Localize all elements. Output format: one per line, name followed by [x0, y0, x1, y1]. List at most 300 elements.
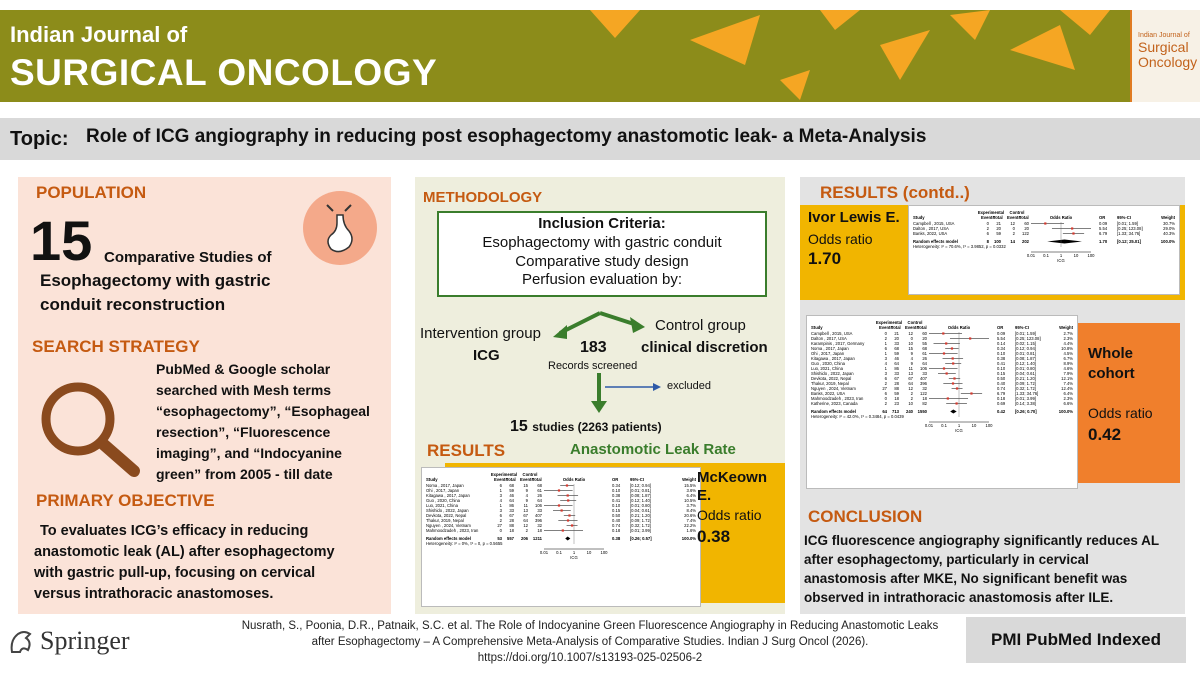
objective-line: To evaluates ICG’s efficacy in reducing: [40, 523, 309, 539]
forest-exp-events: 6: [884, 376, 887, 381]
mke-or-value: 0.38: [697, 527, 731, 546]
forest-weight-value: 8.9%: [1063, 361, 1073, 366]
forest-ctl-total: 18: [537, 528, 542, 533]
forest-ctl-events: 11: [908, 366, 913, 371]
forest-study-name: Devkota, 2022, Nepal: [811, 376, 852, 381]
forest-exp-total: 67: [509, 513, 514, 518]
forest-exp-total: 33: [509, 508, 514, 513]
forest-exp-total: 21: [996, 221, 1001, 226]
forest-total-ctl-total: 202: [1022, 239, 1029, 244]
forest-or-value: 0.41: [997, 361, 1006, 366]
search-line: “esophagectomy”, “Esophageal: [156, 403, 370, 419]
forest-weight-value: 2.7%: [1063, 331, 1073, 336]
objective-line: versus intrathoracic anastomoses.: [34, 586, 274, 602]
forest-ctl-events: 11: [523, 503, 528, 508]
forest-header-total: Total: [532, 477, 542, 482]
forest-axis-tick: 100: [985, 423, 993, 428]
forest-exp-events: 0: [986, 221, 989, 226]
forest-heterogeneity: Heterogeneity: I² = 42.0%, τ² = 0.3484, p = 0.0439: [811, 414, 904, 419]
forest-exp-events: 3: [884, 371, 887, 376]
forest-study-name: Mahmoodzadeh , 2023, Iran: [811, 396, 864, 401]
population-line3: conduit reconstruction: [40, 295, 226, 314]
forest-or-value: 6.79: [1099, 231, 1108, 236]
forest-ctl-events: 67: [908, 376, 913, 381]
forest-point-estimate: [567, 494, 569, 496]
forest-or-value: 0.41: [612, 498, 621, 503]
forest-ctl-total: 122: [1022, 231, 1029, 236]
forest-total-exp-total: 557: [507, 536, 514, 541]
forest-exp-total: 46: [509, 493, 514, 498]
forest-exp-total: 20: [996, 226, 1001, 231]
forest-point-estimate: [1071, 227, 1073, 229]
studies-label: studies (2263 patients): [532, 420, 662, 434]
forest-plot-mke-svg: [422, 468, 702, 608]
whole-or-value: 0.42: [1088, 425, 1122, 444]
forest-ctl-events: 9: [525, 488, 528, 493]
results2-heading: RESULTS (contd..): [820, 183, 970, 202]
forest-header-study: Study: [913, 215, 925, 220]
forest-point-estimate: [945, 342, 947, 344]
forest-ci-value: [0.12; 0.94]: [630, 483, 651, 488]
forest-or-value: 0.09: [997, 331, 1006, 336]
forest-total-exp-total: 100: [994, 239, 1001, 244]
forest-total-exp-total: 713: [892, 409, 899, 414]
forest-ctl-events: 0: [1012, 226, 1015, 231]
forest-weight-value: 7.4%: [1063, 381, 1073, 386]
forest-or-value: 0.18: [997, 396, 1006, 401]
forest-header-ci: 95%-CI: [1117, 215, 1131, 220]
forest-point-estimate: [561, 509, 563, 511]
citation-line1: Nusrath, S., Poonia, D.R., Patnaik, S.C. et al. The Role of Indocyanine Green Fluorescence Angiography in Reducing Anastomotic Leaks: [241, 620, 939, 632]
forest-ctl-events: 12: [908, 331, 913, 336]
forest-plot-whole-svg: [807, 316, 1079, 490]
inclusion-criteria-box: [437, 211, 767, 297]
forest-header-ci: 95%-CI: [1015, 325, 1029, 330]
stomach-icon: [303, 191, 377, 265]
forest-ctl-total: 61: [537, 488, 542, 493]
forest-point-estimate: [1044, 222, 1046, 224]
forest-ctl-total: 396: [535, 518, 542, 523]
forest-point-estimate: [943, 367, 945, 369]
conclusion-line: observed in intrathoracic anastomosis after ILE.: [804, 590, 1114, 605]
forest-weight-value: 3.7%: [686, 503, 696, 508]
forest-plot-mke: [421, 467, 701, 607]
forest-ci-value: [0.08; 1.87]: [630, 493, 651, 498]
forest-ctl-total: 55: [922, 341, 927, 346]
forest-ctl-events: 15: [908, 346, 913, 351]
forest-header-events: Events: [879, 325, 893, 330]
forest-weight-value: 12.4%: [1061, 386, 1073, 391]
forest-header-ctl: Control: [907, 320, 923, 325]
forest-ctl-total: 32: [922, 386, 927, 391]
forest-exp-events: 1: [884, 341, 887, 346]
forest-weight-value: 15.5%: [684, 483, 696, 488]
forest-exp-total: 18: [509, 528, 514, 533]
forest-point-estimate: [970, 392, 972, 394]
forest-header-weight: Weight: [1161, 215, 1175, 220]
forest-pooled-diamond: [950, 410, 956, 414]
forest-study-name: Shishido , 2022, Japan: [426, 508, 469, 513]
forest-or-value: 0.09: [1099, 221, 1108, 226]
forest-exp-total: 20: [894, 336, 899, 341]
forest-axis-tick: 10: [1073, 253, 1079, 258]
forest-total-ci: [0.26; 0.57]: [630, 536, 652, 541]
forest-point-estimate: [952, 362, 954, 364]
forest-exp-total: 59: [894, 351, 899, 356]
forest-study-name: Dalton , 2017, USA: [913, 226, 949, 231]
forest-total-or: 0.42: [997, 409, 1006, 414]
forest-ctl-events: 64: [523, 518, 528, 523]
forest-ctl-total: 106: [920, 366, 927, 371]
forest-exp-total: 33: [894, 371, 899, 376]
forest-exp-events: 3: [499, 508, 502, 513]
forest-header-oddsratio: Odds Ratio: [947, 325, 971, 330]
control-value: clinical discretion: [641, 339, 768, 356]
forest-exp-events: 3: [499, 493, 502, 498]
forest-exp-total: 64: [894, 361, 899, 366]
forest-exp-total: 46: [894, 356, 899, 361]
forest-or-value: 0.50: [997, 376, 1006, 381]
forest-or-value: 5.54: [997, 336, 1006, 341]
inclusion-line: Esophagectomy with gastric conduit: [482, 233, 722, 251]
forest-ctl-total: 68: [537, 483, 542, 488]
forest-weight-value: 6.7%: [1063, 356, 1073, 361]
forest-exp-total: 28: [509, 518, 514, 523]
forest-total-ci: [0.12; 25.01]: [1117, 239, 1141, 244]
forest-or-value: 0.50: [612, 513, 621, 518]
forest-study-name: Guo , 2020, China: [426, 498, 460, 503]
springer-logo-text: Springer: [40, 626, 130, 655]
whole-title-line1: Whole: [1088, 345, 1133, 362]
forest-ctl-events: 10: [908, 341, 913, 346]
forest-header-weight: Weight: [682, 477, 696, 482]
forest-header-exp: Experimental: [977, 210, 1005, 215]
forest-study-name: Guo , 2020, China: [811, 361, 845, 366]
forest-ctl-total: 106: [535, 503, 542, 508]
forest-weight-value: 12.1%: [1061, 376, 1073, 381]
forest-or-value: 0.10: [997, 351, 1006, 356]
journal-cover-image: [1130, 10, 1200, 102]
forest-ci-value: [0.04; 0.61]: [630, 508, 651, 513]
forest-ctl-total: 64: [537, 498, 542, 503]
forest-axis-tick: 0.1: [941, 423, 947, 428]
forest-exp-events: 2: [884, 381, 887, 386]
forest-ci-value: [0.12; 1.40]: [1015, 361, 1036, 366]
forest-total-ctl-events: 14: [1010, 239, 1015, 244]
objective-heading: PRIMARY OBJECTIVE: [36, 491, 215, 510]
forest-total-exp-events: 53: [497, 536, 502, 541]
forest-header-total: Total: [917, 325, 927, 330]
objective-line: with gastric pull-up, focusing on cervical: [34, 565, 316, 581]
forest-study-name: Ohi , 2017, Japan: [811, 351, 845, 356]
forest-pooled-diamond: [1047, 240, 1082, 244]
mke-title: McKeown E.: [697, 469, 768, 504]
forest-total-ctl-events: 206: [521, 536, 528, 541]
forest-heterogeneity: Heterogeneity: I² = 0%, τ² = 0, p = 0.5655: [426, 541, 503, 546]
forest-ctl-total: 122: [920, 391, 927, 396]
forest-point-estimate: [952, 357, 954, 359]
forest-ctl-events: 2: [1012, 231, 1015, 236]
cover-small-title: Indian Journal of: [1138, 32, 1190, 39]
forest-point-estimate: [942, 332, 944, 334]
population-heading: POPULATION: [36, 183, 147, 202]
forest-weight-value: 8.4%: [686, 508, 696, 513]
forest-point-estimate: [558, 504, 560, 506]
forest-ci-value: [0.04; 0.61]: [1015, 371, 1036, 376]
forest-exp-events: 0: [499, 528, 502, 533]
forest-or-value: 0.15: [612, 508, 621, 513]
forest-ci-value: [0.01; 1.59]: [1117, 221, 1138, 226]
forest-header-ctl: Control: [1009, 210, 1025, 215]
forest-study-name: Katherine, 2023, Canada: [811, 401, 858, 406]
records-count: 183: [580, 339, 607, 356]
forest-axis-tick: 0.01: [1026, 253, 1036, 258]
forest-study-name: Kitagawa , 2017, Japan: [811, 356, 855, 361]
forest-ctl-total: 396: [920, 381, 927, 386]
forest-exp-events: 1: [884, 351, 887, 356]
forest-point-estimate: [568, 514, 570, 516]
forest-exp-events: 6: [884, 346, 887, 351]
forest-ctl-total: 18: [922, 396, 927, 401]
forest-exp-total: 59: [894, 391, 899, 396]
forest-total-ctl-total: 1550: [917, 409, 927, 414]
forest-ctl-total: 60: [1024, 221, 1029, 226]
forest-ctl-events: 9: [910, 361, 913, 366]
forest-exp-events: 4: [884, 361, 887, 366]
forest-weight-value: 3.6%: [686, 488, 696, 493]
forest-ctl-total: 26: [537, 493, 542, 498]
inclusion-line: Perfusion evaluation by:: [521, 271, 683, 289]
forest-ctl-events: 0: [910, 336, 913, 341]
forest-ctl-total: 33: [922, 371, 927, 376]
forest-exp-total: 21: [894, 331, 899, 336]
forest-header-exp: Experimental: [490, 472, 518, 477]
forest-axis-tick: 0.01: [539, 550, 549, 555]
forest-or-value: 0.34: [612, 483, 621, 488]
forest-point-estimate: [947, 397, 949, 399]
forest-point-estimate: [955, 402, 957, 404]
forest-exp-total: 18: [894, 396, 899, 401]
forest-total-exp-events: 8: [986, 239, 989, 244]
forest-header-or: OR: [1099, 215, 1106, 220]
conclusion-line: after esophagectomy, particularly in cervical: [804, 552, 1089, 567]
forest-axis-tick: 100: [600, 550, 608, 555]
forest-exp-events: 1: [499, 488, 502, 493]
forest-total-ctl-total: 1211: [532, 536, 542, 541]
forest-ci-value: [0.02; 1.15]: [1015, 341, 1036, 346]
forest-or-value: 0.18: [612, 528, 621, 533]
forest-header-weight: Weight: [1059, 325, 1073, 330]
intervention-value: ICG: [473, 347, 500, 364]
forest-model-label: Random effects model: [811, 409, 856, 414]
search-line: PubMed & Google scholar: [156, 361, 331, 377]
results-contd-panel: [800, 177, 1185, 614]
forest-study-name: Karampinis , 2017, Germany: [811, 341, 865, 346]
forest-or-value: 0.69: [997, 401, 1006, 406]
forest-ci-value: [0.01; 0.81]: [1015, 351, 1036, 356]
forest-or-value: 0.34: [997, 346, 1006, 351]
forest-ci-value: [0.09; 1.72]: [630, 518, 651, 523]
forest-ctl-total: 407: [535, 513, 542, 518]
search-line: green” from 2005 - till date: [156, 466, 333, 482]
forest-study-name: Luo, 2021, China: [426, 503, 458, 508]
forest-axis-tick: 10: [586, 550, 592, 555]
forest-ctl-events: 13: [523, 508, 528, 513]
forest-point-estimate: [1072, 232, 1074, 234]
forest-ctl-total: 20: [1024, 226, 1029, 231]
forest-header-ci: 95%-CI: [630, 477, 644, 482]
citation-line2: after Esophagectomy – A Comprehensive Meta-Analysis of Comparative Studies. Indian J Surg Oncol (2026).: [311, 636, 869, 648]
forest-ctl-events: 4: [525, 493, 528, 498]
forest-or-value: 0.74: [612, 523, 621, 528]
forest-study-name: Kitagawa , 2017, Japan: [426, 493, 470, 498]
forest-plot-ile: [908, 205, 1180, 295]
forest-ctl-events: 13: [908, 371, 913, 376]
forest-weight-value: 40.3%: [1163, 231, 1175, 236]
results-subheading: Anastomotic Leak Rate: [570, 441, 736, 458]
forest-point-estimate: [951, 347, 953, 349]
springer-horse-icon: [6, 626, 36, 656]
forest-ctl-total: 26: [922, 356, 927, 361]
conclusion-line: ICG fluorescence angiography significantly reduces AL: [804, 533, 1160, 548]
forest-ci-value: [0.01; 3.99]: [1015, 396, 1036, 401]
forest-exp-total: 88: [894, 386, 899, 391]
forest-or-value: 0.40: [612, 518, 621, 523]
forest-exp-events: 6: [986, 231, 989, 236]
forest-plot-whole: [806, 315, 1078, 489]
conclusion-heading: CONCLUSION: [808, 507, 923, 526]
forest-weight-value: 20.6%: [684, 513, 696, 518]
forest-ci-value: [0.01; 0.81]: [630, 488, 651, 493]
forest-ctl-events: 12: [523, 523, 528, 528]
forest-study-name: Noma , 2017, Japan: [426, 483, 464, 488]
forest-or-value: 0.74: [997, 386, 1006, 391]
forest-exp-events: 0: [884, 331, 887, 336]
forest-total-exp-events: 64: [882, 409, 887, 414]
journal-title-line1: Indian Journal of: [10, 22, 188, 47]
search-heading: SEARCH STRATEGY: [32, 337, 200, 356]
forest-header-or: OR: [612, 477, 619, 482]
forest-ctl-events: 67: [523, 513, 528, 518]
forest-ctl-events: 10: [908, 401, 913, 406]
forest-header-study: Study: [811, 325, 823, 330]
forest-point-estimate: [566, 484, 568, 486]
objective-line: anastomotic leak (AL) after esophagectomy: [34, 544, 335, 560]
mke-or-label: Odds ratio: [697, 507, 762, 523]
forest-or-value: 0.38: [997, 356, 1006, 361]
forest-study-name: Devkota, 2022, Nepal: [426, 513, 467, 518]
forest-exp-events: 0: [884, 396, 887, 401]
forest-point-estimate: [956, 387, 958, 389]
forest-header-exp: Experimental: [875, 320, 903, 325]
forest-or-value: 5.54: [1099, 226, 1108, 231]
pmi-badge: PMI PubMed Indexed: [966, 617, 1186, 663]
forest-ci-value: [0.01; 0.80]: [1015, 366, 1036, 371]
forest-ctl-events: 64: [908, 381, 913, 386]
forest-weight-value: 4.4%: [1063, 341, 1073, 346]
intervention-label: Intervention group: [420, 325, 541, 342]
forest-exp-events: 3: [884, 356, 887, 361]
forest-ci-value: [0.32; 1.72]: [1015, 386, 1036, 391]
forest-ctl-total: 64: [922, 361, 927, 366]
methodology-panel: [415, 177, 785, 614]
objective-text: [34, 521, 335, 605]
forest-header-ctl: Control: [522, 472, 538, 477]
forest-axis-label: ICG: [570, 555, 578, 560]
forest-exp-events: 6: [499, 513, 502, 518]
search-line: resection”, “Fluorescence: [156, 424, 331, 440]
forest-point-estimate: [558, 489, 560, 491]
forest-exp-total: 33: [894, 341, 899, 346]
forest-total-ctl-events: 240: [906, 409, 913, 414]
forest-total-weight: 100.0%: [681, 536, 696, 541]
topic-bar: [0, 118, 1200, 160]
forest-axis-tick: 1: [957, 423, 961, 428]
forest-exp-total: 67: [894, 376, 899, 381]
forest-header-oddsratio: Odds Ratio: [1049, 215, 1073, 220]
citation-doi[interactable]: https://doi.org/10.1007/s13193-025-02506-2: [477, 652, 703, 664]
forest-ctl-events: 2: [525, 528, 528, 533]
forest-ctl-total: 82: [922, 401, 927, 406]
forest-ci-value: [1.33; 34.76]: [1015, 391, 1039, 396]
forest-or-value: 0.10: [612, 503, 621, 508]
forest-exp-events: 2: [986, 226, 989, 231]
forest-heterogeneity: Heterogeneity: I² = 70.6%, τ² = 3.9852, p = 0.0332: [913, 244, 1006, 249]
forest-exp-events: 27: [882, 386, 887, 391]
forest-exp-total: 28: [894, 381, 899, 386]
forest-weight-value: 4.5%: [1063, 351, 1073, 356]
forest-ctl-events: 4: [910, 356, 913, 361]
forest-exp-events: 6: [884, 391, 887, 396]
forest-axis-label: ICG: [955, 428, 963, 433]
forest-weight-value: 1.6%: [686, 528, 696, 533]
forest-study-name: Thakur, 2019, Nepal: [426, 518, 464, 523]
forest-or-value: 6.79: [997, 391, 1006, 396]
cover-title: Surgical Oncology: [1138, 39, 1198, 71]
forest-study-name: Thakur, 2019, Nepal: [811, 381, 849, 386]
ile-or-value: 1.70: [808, 249, 842, 268]
forest-study-name: Nguyen , 2024, Vietnam: [811, 386, 856, 391]
forest-point-estimate: [969, 337, 971, 339]
forest-ci-value: [0.25; 123.08]: [1117, 226, 1143, 231]
forest-ctl-total: 407: [920, 376, 927, 381]
forest-exp-events: 2: [499, 518, 502, 523]
ile-title: Ivor Lewis E.: [808, 209, 900, 226]
topic-text: Role of ICG angiography in reducing post esophagectomy anastomotic leak- a Meta-Analysis: [86, 126, 927, 147]
forest-exp-events: 27: [497, 523, 502, 528]
forest-exp-total: 86: [894, 366, 899, 371]
forest-weight-value: 7.4%: [686, 518, 696, 523]
forest-or-value: 0.10: [612, 488, 621, 493]
forest-weight-value: 22.2%: [684, 523, 696, 528]
population-panel: [18, 177, 391, 614]
forest-study-name: Campbell , 2015, USA: [811, 331, 853, 336]
whole-or-label: Odds ratio: [1088, 405, 1153, 421]
forest-exp-events: 1: [499, 503, 502, 508]
forest-point-estimate: [571, 524, 573, 526]
forest-total-ci: [0.26; 0.70]: [1015, 409, 1037, 414]
forest-point-estimate: [952, 382, 954, 384]
forest-ci-value: [0.01; 3.99]: [630, 528, 651, 533]
forest-ci-value: [0.01; 0.80]: [630, 503, 651, 508]
forest-header-events: Events: [905, 325, 919, 330]
inclusion-title: Inclusion Criteria:: [538, 215, 666, 232]
forest-ci-value: [0.14; 3.38]: [1015, 401, 1036, 406]
population-line1: Comparative Studies of: [104, 249, 272, 266]
forest-total-weight: 100.0%: [1160, 239, 1175, 244]
control-label: Control group: [655, 317, 746, 334]
forest-axis-tick: 0.01: [924, 423, 934, 428]
